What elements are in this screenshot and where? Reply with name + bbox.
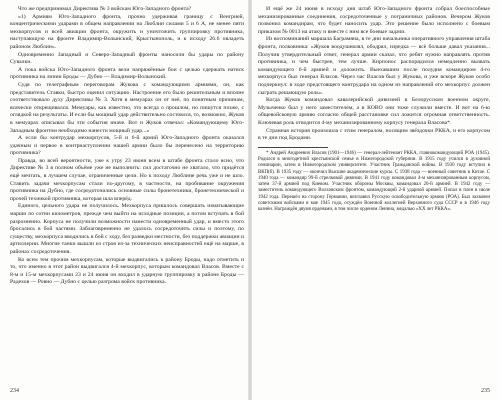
footnote-divider	[258, 147, 328, 148]
right-paragraph: Из воспоминаний маршала Баграмяна, в те дни начальника оперативного управления штаба фронта, полковника: «Жуков воодушевлял, ободрял, изредка — всё больше давал указания... Получив утвердительный ответ, генерал армии сказал, что ребят нужно направлять против противника, и чем быстрее, тем лучше. Кирпонос распорядился немедленно вызвать командующего 6-й армией и доложить. Выехавшим после полудня командиром 4-го мехкорпуса был генерал Власов. Через час Власов был у Жукова, и уже вскоре Жуков особо подчеркнул: в ходе предстоящего контрудара на одном из направлений его мехкорпус должен сыграть решающую роль».	[258, 36, 490, 96]
footnote: * Андрей Андреевич Власов (1901—1946) — генерал-лейтенант РККА, главнокомандующий РОА (1945). Родился в многодетной крестьянской семье в Нижегородской губернии. В 1915 году учился в духовной семинарии, затем в Нижегородском университете. Участник Гражданской войны. В 1930 году вступил в ВКП(б). В 1935 году — окончил Высшие академические курсы. С 1938 года — военный советник в Китае. С 1940 года — командир 99-й стрелковой дивизии. В 1941 году командовал 4-м механизированным корпусом, затем 37-й армией под Киевом. Участник обороны Москвы, командовал 20-й армией. В 1942 году — заместитель командующего Волховским фронтом, командующий 2-й ударной армией. Попал в плен в июле 1942 года. Перешёл на сторону Германии, возглавил Русскую освободительную армию (РОА). Был захвачен советскими войсками в мае 1945 года, осуждён Военной коллегией Верховного суда СССР и в 1946 году казнён. Награждён двумя орденами, в том числе орденом Ленина, медалью «ХХ лет РККА».	[258, 150, 490, 213]
page-number-right: 235	[481, 388, 490, 394]
right-paragraph: Странная история произошла с этим генералом, носящим звёздочки РККА, и его корпусом в те дни под Бродами.	[258, 127, 490, 142]
right-paragraph: И ещё же 24 июня в исходу дня штаб Юго-Западного фронта собрал боеспособные механизированные соединения, сосредоточенные у пограничных районов. Вечером Жуков позвонил командирам, что будет наносить удар. Это решение было исполнено с боевым приказом № 0013 на атаку и вместе с ним все боевые задачи.	[258, 6, 490, 35]
left-paragraph: «1) Армиям Юго-Западного фронта, прочно удерживая границу с Венгрией, концентрическими ударами в общем направлении на Люблин силами 5 и 6 А, не менее пяти мехкорпусов и всей авиации фронта, окружить и уничтожить группировку противника, наступающую на фронте Владимир-Волынский, Крыстынополь, и к исходу 26.6 овладеть районом Люблин».	[10, 13, 244, 50]
left-paragraph: А если бы контрудар мехкорпусов, 5-й и 6-й армий Юго-Западного фронта оказался удачным и первое в контрнаступлении нашей армии было бы перенесено на территорию противника?	[10, 135, 244, 157]
page-number-left: 234	[10, 388, 19, 394]
book-gutter	[248, 0, 252, 400]
left-paragraph: Одновременно Западный и Северо-Западный фронты наносили бы удары по району Сувалки.	[10, 51, 244, 66]
left-paragraph: Что же предпринимал Директива № 3 войскам Юго-Западного фронта?	[18, 6, 192, 12]
right-page	[256, 6, 494, 394]
left-page	[6, 6, 246, 394]
left-paragraph: Правда, во всей вероятности, уже к утру 23 июня всем в штабе фронта стало ясно, что Директиве № 3 в полном объёме уже не выполнить: сил достаточно не хватало, что придётся ещё мечтать, в лучшем случае, ограниченные цели. Но к походу Люблине речь уже и не шло. Ставить задачи мехкорпусам стали по-другому, в частности, на пробивание окружения противника на Дубно, где сосредоточились основные силы бронетехники, бронетехнической и прочей техникой противника, которая шла вперёд.	[10, 157, 244, 202]
left-paragraph: Судя по телеграфным переговорам Жукова с командующими армиями, он, как представитель Ставки, быстро оценил ситуацию. Настроение его было решительным и вполне соответствовало духу Директивы № 3. Хотя в мемуарах он от неё, по понятным причинам, всячески открещивался. Мемуары, как известно, это всегда о прошлом, но пишутся позже, с оглядкой на результаты. И если бы мощный удар действительно состоялся, то, возможно, Жуков в мемуарах описывал бы эти события иначе. Вот и Жуков отвечал: «Командующему Юго-Западным фронтом необходимо нанести мощный удар...»	[10, 81, 244, 134]
left-paragraph: А пока войска Юго-Западного фронта вели напряжённые бои с целью сдержать натиск противника на линии Броды — Дубно — Владимир-Волынский.	[10, 66, 244, 81]
left-paragraph: Единого, цельного удара не получилось. Мехкорпуса пришлось совершать изматывающие марши по сотни километров, прежде чем выйти на исходные позиции, а потом вступать в бой разрозненно. Корпуса не получили возможности нанести одновременный удар, и вместо этого бросались в бой частями. Заблаговременно не удалось сосредоточить силы и поэтому, по существу, мехкорпуса вводились в бой с ходу, без разведки местности, без поддержки авиации и артиллерии. Многие танки вышли из строя из-за технических неисправностей ещё на марше, в районах сосредоточения.	[10, 203, 244, 255]
left-paragraph: Ко всем тем прочим мехкорпусам, которые выдвигались к району Броды, надо отметить и то, что именно в этот район выдвигался 4-й мехкорпус, которым командовал Власов. Вместе с 8-м и 15-м мехкорпусами 23 и 24 июня он входил в ударную группировку в районе Броды — Радехов — Ровно — Дубно с целью разгрома войск противника.	[10, 256, 244, 286]
right-paragraph: Когда Жуков командовал кавалерийской дивизией в Белорусском военном округе, Музыченко был у него заместителем, а в КОВО они тоже служили вместе. И вот на 6-ю общевойсковую армию согласно общей расстановке сил ложится огромная ответственность. Ключевая роль отводится 4-му механизированному корпусу генерала Власова*.	[258, 97, 490, 126]
